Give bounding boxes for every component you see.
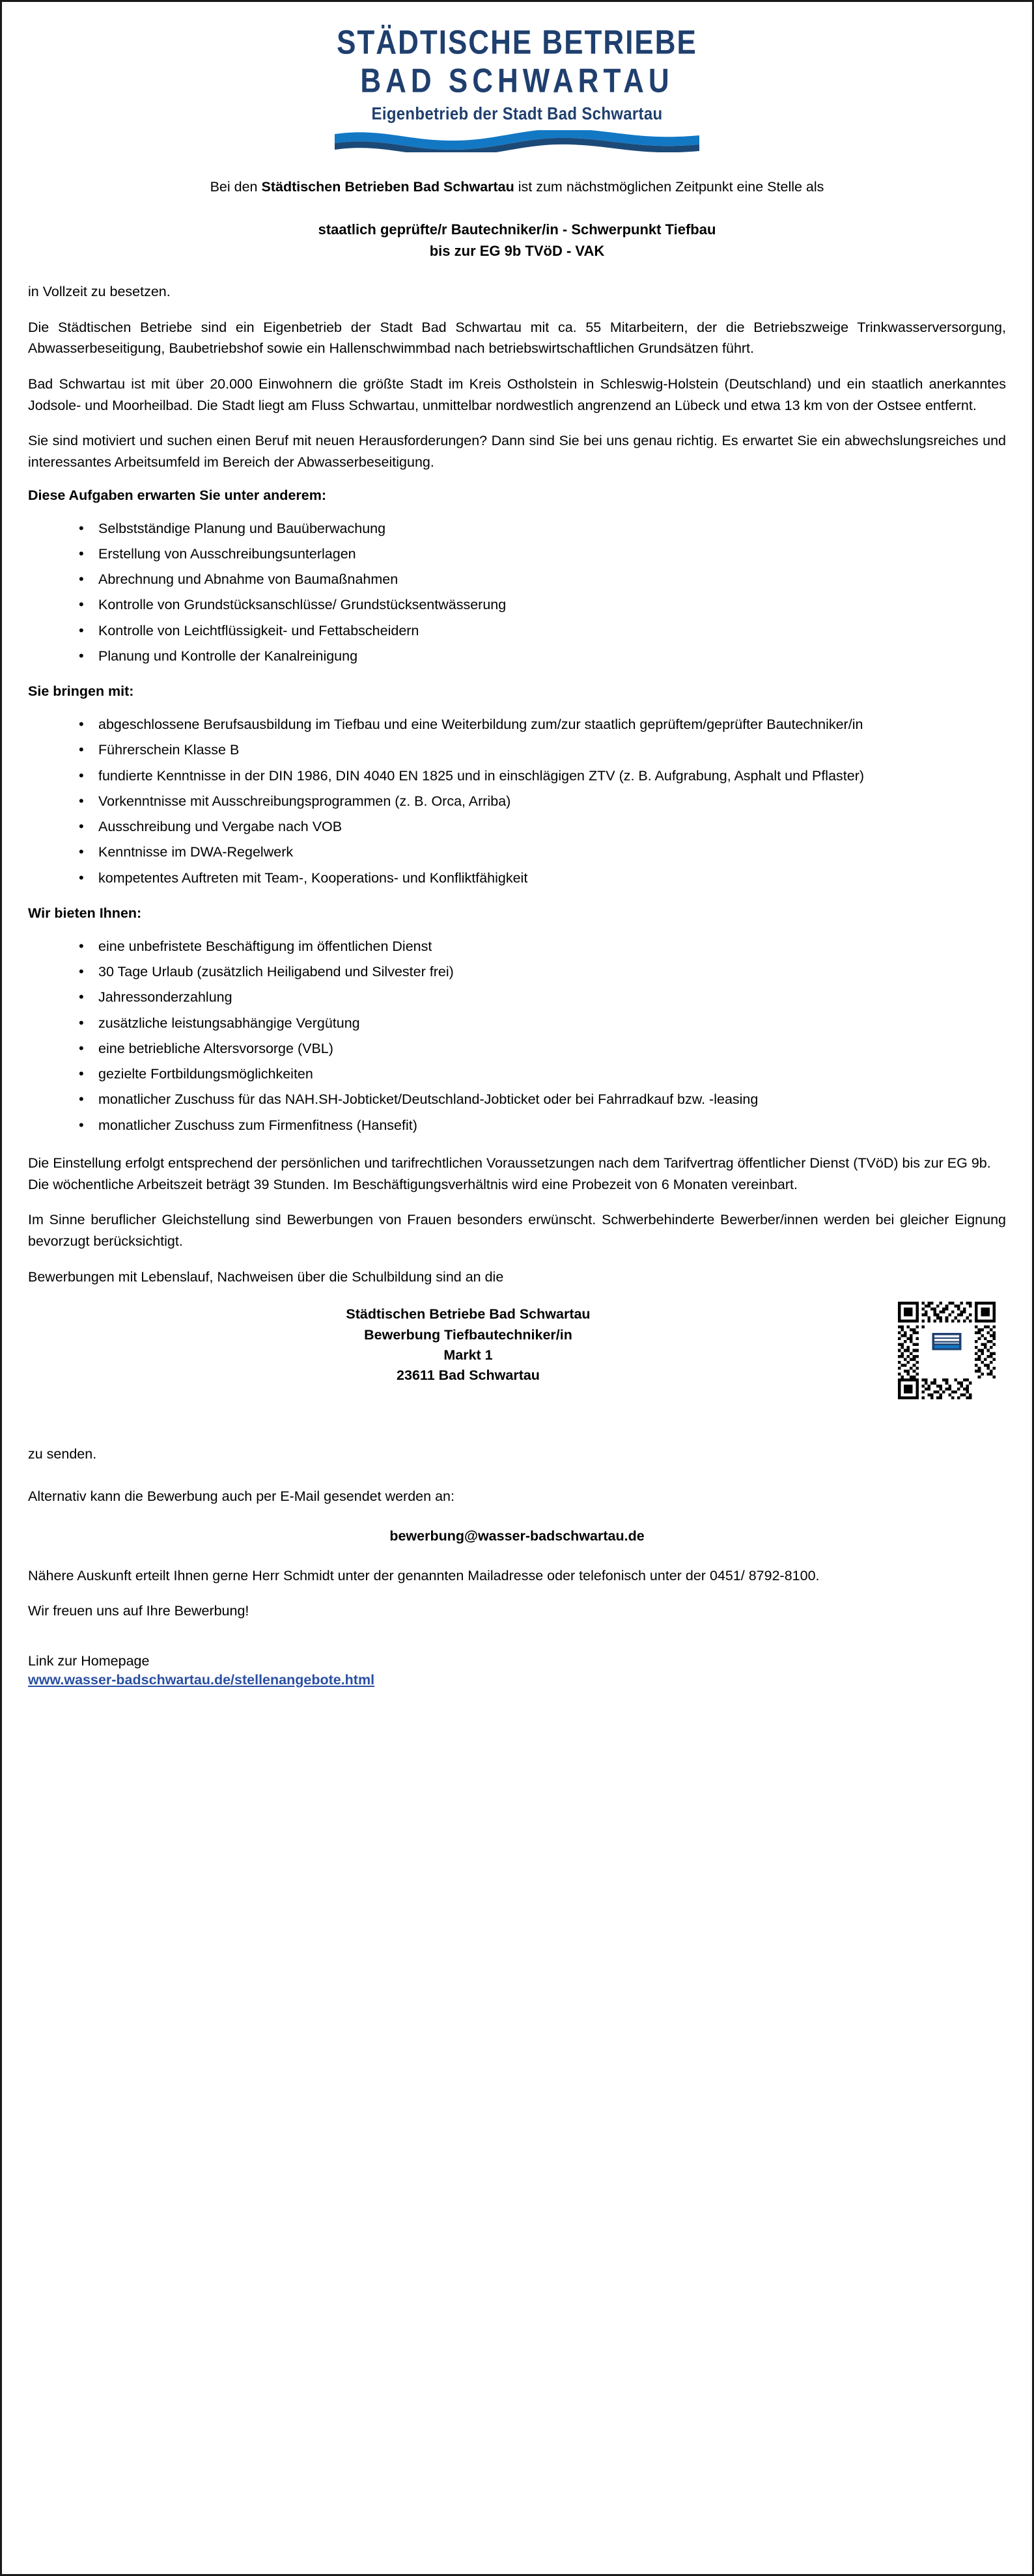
employment-type: in Vollzeit zu besetzen. — [28, 283, 171, 299]
benefits-list — [28, 936, 1006, 1136]
homepage-link-wrap — [28, 1672, 1006, 1688]
list-item: • Kenntnisse im DWA-Regelwerk — [79, 842, 1006, 862]
paragraph-application-intro: Bewerbungen mit Lebenslauf, Nachweisen über die Schulbildung sind an die — [28, 1268, 504, 1285]
list-item: • fundierte Kenntnisse in der DIN 1986, DIN 4040 EN 1825 und in einschlägigen ZTV (z. B. Aufgrabung, Asphalt und Pflaster) — [79, 765, 1006, 786]
wave-graphic-icon — [335, 130, 699, 152]
section-title-benefits: Wir bieten Ihnen: — [28, 905, 142, 921]
list-item: • monatlicher Zuschuss für das NAH.SH-Jobticket/Deutschland-Jobticket oder bei Fahrradkauf bzw. -leasing — [79, 1089, 1006, 1110]
job-title-line-2: bis zur EG 9b TVöD - VAK — [429, 242, 605, 259]
tasks-list — [28, 518, 1006, 667]
intro-lead-company: Städtischen Betrieben Bad Schwartau — [261, 179, 514, 195]
list-item: • eine unbefristete Beschäftigung im öffentlichen Dienst — [79, 936, 1006, 957]
address-line-organisation: Städtischen Betriebe Bad Schwartau — [346, 1306, 591, 1322]
logo-line-bad-schwartau: BAD SCHWARTAU — [360, 62, 674, 100]
paragraph-tariff: Die Einstellung erfolgt entsprechend der persönlichen und tarifrechtlichen Voraussetzungen nach dem Tarifvertrag öffentlicher Dienst (TVöD) bis zur EG 9b. — [28, 1155, 991, 1171]
section-title-requirements: Sie bringen mit: — [28, 683, 134, 700]
list-item: • gezielte Fortbildungsmöglichkeiten — [79, 1063, 1006, 1084]
list-item: • Vorkenntnisse mit Ausschreibungsprogrammen (z. B. Orca, Arriba) — [79, 791, 1006, 812]
address-line-subject: Bewerbung Tiefbautechniker/in — [364, 1326, 572, 1343]
paragraph-equality: Im Sinne beruflicher Gleichstellung sind Bewerbungen von Frauen besonders erwünscht. Schwerbehinderte Bewerber/innen werden bei gleicher Eignung bevorzugt berücksichtigt. — [28, 1212, 1006, 1249]
list-item: • monatlicher Zuschuss zum Firmenfitness (Hansefit) — [79, 1115, 1006, 1136]
paragraph-company-description: Die Städtischen Betriebe sind ein Eigenbetrieb der Stadt Bad Schwartau mit ca. 55 Mitarbeitern, der die Betriebszweige Trinkwasserversorgung, Abwasserbeseitigung, Baubetriebshof sowie ein Hallenschwimmbad nach betriebswirtschaftlichen Grundsätzen führt. — [28, 319, 1006, 357]
list-item: • Selbstständige Planung und Bauüberwachung — [79, 518, 1006, 539]
list-item: • eine betriebliche Altersvorsorge (VBL) — [79, 1038, 1006, 1059]
intro-lead-after: ist zum nächstmöglichen Zeitpunkt eine Stelle als — [514, 179, 824, 195]
list-item: • Planung und Kontrolle der Kanalreinigung — [79, 646, 1006, 666]
requirements-list — [28, 714, 1006, 888]
list-item: • Kontrolle von Grundstücksanschlüsse/ Grundstücksentwässerung — [79, 594, 1006, 615]
logo-subtitle: Eigenbetrieb der Stadt Bad Schwartau — [371, 104, 663, 124]
list-item: • zusätzliche leistungsabhängige Vergütung — [79, 1013, 1006, 1034]
list-item: • Jahressonderzahlung — [79, 987, 1006, 1007]
list-item: • abgeschlossene Berufsausbildung im Tiefbau und eine Weiterbildung zum/zur staatlich geprüftem/geprüfter Bautechniker/in — [79, 714, 1006, 735]
list-item: • Abrechnung und Abnahme von Baumaßnahmen — [79, 569, 1006, 590]
job-title-line-1: staatlich geprüfte/r Bautechniker/in - Schwerpunkt Tiefbau — [318, 221, 716, 238]
paragraph-city-description: Bad Schwartau ist mit über 20.000 Einwohnern die größte Stadt im Kreis Ostholstein in Schleswig-Holstein (Deutschland) und ein staatlich anerkanntes Jodsole- und Moorheilbad. Die Stadt liegt am Fluss Schwartau, unmittelbar nordwestlich angrenzend an Lübeck und etwa 13 km von der Ostsee entfernt. — [28, 376, 1006, 413]
address-line-city: 23611 Bad Schwartau — [397, 1367, 540, 1384]
paragraph-closing: Wir freuen uns auf Ihre Bewerbung! — [28, 1603, 249, 1619]
homepage-label: Link zur Homepage — [28, 1652, 150, 1669]
address-section — [28, 1302, 1006, 1432]
logo-line-staedtische-betriebe: STÄDTISCHE BETRIEBE — [337, 23, 697, 62]
job-title — [28, 219, 1006, 262]
address-line-street: Markt 1 — [443, 1347, 493, 1363]
application-email-address[interactable]: bewerbung@wasser-badschwartau.de — [389, 1528, 645, 1544]
section-title-tasks: Diese Aufgaben erwarten Sie unter anderem: — [28, 487, 326, 503]
list-item: • kompetentes Auftreten mit Team-, Kooperations- und Konfliktfähigkeit — [79, 868, 1006, 888]
paragraph-contact-info: Nähere Auskunft erteilt Ihnen gerne Herr Schmidt unter der genannten Mailadresse oder telefonisch unter der 0451/ 8792-8100. — [28, 1567, 820, 1583]
postal-address — [28, 1302, 1006, 1386]
paragraph-send-outro: zu senden. — [28, 1446, 97, 1462]
list-item: • Erstellung von Ausschreibungsunterlagen — [79, 543, 1006, 564]
intro-lead — [28, 176, 1006, 198]
list-item: • Kontrolle von Leichtflüssigkeit- und Fettabscheidern — [79, 620, 1006, 641]
paragraph-working-hours: Die wöchentliche Arbeitszeit beträgt 39 Stunden. Im Beschäftigungsverhältnis wird eine Probezeit von 6 Monaten vereinbart. — [28, 1176, 798, 1192]
intro-lead-before: Bei den — [210, 179, 262, 195]
list-item: • Führerschein Klasse B — [79, 739, 1006, 760]
list-item: • 30 Tage Urlaub (zusätzlich Heiligabend und Silvester frei) — [79, 961, 1006, 982]
paragraph-email-intro: Alternativ kann die Bewerbung auch per E-Mail gesendet werden an: — [28, 1488, 454, 1504]
qr-code-icon[interactable] — [898, 1302, 996, 1399]
homepage-link[interactable]: www.wasser-badschwartau.de/stellenangebote.html — [28, 1671, 375, 1688]
company-logo — [28, 11, 1006, 162]
list-item: • Ausschreibung und Vergabe nach VOB — [79, 816, 1006, 837]
paragraph-motivation: Sie sind motiviert und suchen einen Beruf mit neuen Herausforderungen? Dann sind Sie bei uns genau richtig. Es erwartet Sie ein abwechslungsreiches und interessantes Arbeitsumfeld im Bereich der Abwasserbeseitigung. — [28, 433, 1006, 470]
